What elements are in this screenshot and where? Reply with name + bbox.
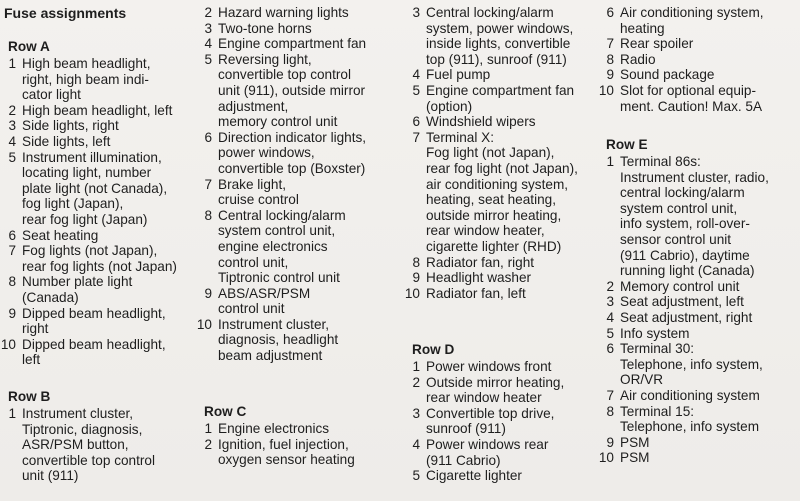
fuse-number: 4 xyxy=(412,67,420,83)
fuse-item xyxy=(404,437,600,468)
fuse-description: Terminal 15: Telephone, info system xyxy=(620,403,760,435)
fuse-number: 9 xyxy=(606,67,614,83)
fuse-description: Outside mirror heating, rear window heater xyxy=(426,374,565,406)
fuse-item xyxy=(0,103,195,119)
fuse-item xyxy=(598,326,798,342)
fuse-number: 4 xyxy=(8,133,16,149)
fuse-description: Instrument cluster, diagnosis, headlight beam adjustment xyxy=(218,316,339,364)
fuse-description: Windshield wipers xyxy=(426,114,536,130)
fuse-description: Air conditioning system, heating xyxy=(620,5,764,36)
fuse-item xyxy=(0,406,195,484)
fuse-description: Central locking/alarm system control unit, engine electronics control unit, Tiptronic control unit xyxy=(218,207,346,286)
fuse-item xyxy=(0,150,195,228)
fuse-description: Convertible top drive, sunroof (911) xyxy=(426,405,555,437)
row-e-section xyxy=(598,137,798,466)
fuse-number: 1 xyxy=(412,359,420,374)
fuse-description: Seat heating xyxy=(22,227,99,243)
fuse-number: 8 xyxy=(606,51,614,67)
fuse-description: High beam headlight, right, high beam indi- cator light xyxy=(22,56,151,103)
fuse-item xyxy=(598,388,798,404)
fuse-description: Engine electronics xyxy=(218,421,330,436)
fuse-number: 5 xyxy=(412,82,420,98)
fuse-number: 4 xyxy=(412,436,420,452)
fuse-item xyxy=(598,435,798,451)
fuse-number: 1 xyxy=(8,406,16,421)
fuse-number: 6 xyxy=(606,5,614,20)
fuse-description: Seat adjustment, left xyxy=(620,294,744,310)
fuse-item xyxy=(196,5,406,21)
row-a-section xyxy=(0,39,195,368)
row-c-continued xyxy=(404,5,600,301)
row-c-heading: Row C xyxy=(204,404,247,419)
fuse-description: Two-tone horns xyxy=(218,20,312,36)
fuse-item xyxy=(598,52,798,68)
fuse-item xyxy=(404,67,600,83)
fuse-description: Side lights, right xyxy=(22,118,119,134)
fuse-description: Cigarette lighter xyxy=(426,468,522,484)
fuse-number: 9 xyxy=(8,305,16,321)
fuse-description: Central locking/alarm system, power windows, inside lights, convertible top (911), sunroof (911) xyxy=(426,5,574,67)
fuse-item xyxy=(0,274,195,305)
fuse-description: Slot for optional equip- ment. Caution! Max. 5A xyxy=(620,82,763,114)
fuse-item xyxy=(196,130,406,177)
fuse-item xyxy=(404,5,600,67)
fuse-number: 10 xyxy=(598,450,614,466)
fuse-item xyxy=(0,337,195,368)
fuse-number: 8 xyxy=(412,254,420,270)
row-a-heading: Row A xyxy=(8,39,50,54)
fuse-number: 3 xyxy=(412,5,420,20)
fuse-item xyxy=(196,208,406,286)
fuse-item xyxy=(598,279,798,295)
fuse-description: Memory control unit xyxy=(620,278,740,294)
fuse-item xyxy=(0,306,195,337)
fuse-item xyxy=(404,255,600,271)
fuse-item xyxy=(404,130,600,255)
fuse-number: 6 xyxy=(204,129,212,145)
fuse-item xyxy=(196,36,406,52)
fuse-item xyxy=(196,286,406,317)
fuse-item xyxy=(598,450,798,466)
fuse-description: Reversing light, convertible top control unit (911), outside mirror adjustment, memory control unit xyxy=(218,51,366,130)
fuse-description: Engine compartment fan xyxy=(218,36,367,52)
fuse-description: ABS/ASR/PSM control unit xyxy=(218,285,311,317)
fuse-item xyxy=(404,359,600,375)
fuse-number: 7 xyxy=(8,243,16,259)
fuse-number: 3 xyxy=(412,405,420,421)
fuse-description: Terminal 30: Telephone, info system, OR/VR xyxy=(620,341,763,388)
fuse-description: Number plate light (Canada) xyxy=(22,274,133,305)
fuse-number: 8 xyxy=(204,207,212,223)
fuse-number: 1 xyxy=(204,421,212,436)
fuse-description: Terminal 86s: Instrument cluster, radio, central locking/alarm system control unit, info system, roll-over- sensor control unit (911 Cabrio), daytime running light (Canada) xyxy=(620,154,769,279)
fuse-number: 7 xyxy=(606,36,614,52)
fuse-description: Dipped beam headlight, right xyxy=(22,305,166,337)
fuse-description: Air conditioning system xyxy=(620,387,760,403)
fuse-number: 1 xyxy=(8,56,16,71)
fuse-item xyxy=(404,468,600,484)
fuse-number: 8 xyxy=(606,403,614,419)
fuse-number: 7 xyxy=(412,129,420,145)
page-title: Fuse assignments xyxy=(4,5,127,21)
fuse-number: 9 xyxy=(606,434,614,450)
fuse-item xyxy=(404,114,600,130)
fuse-item xyxy=(0,228,195,244)
fuse-item xyxy=(196,437,406,468)
fuse-number: 7 xyxy=(606,387,614,403)
fuse-item xyxy=(196,21,406,37)
fuse-description: Radio xyxy=(620,51,656,67)
fuse-number: 9 xyxy=(204,285,212,301)
fuse-description: Hazard warning lights xyxy=(218,5,349,20)
fuse-number: 3 xyxy=(606,294,614,310)
fuse-number: 6 xyxy=(606,341,614,357)
fuse-description: Ignition, fuel injection, oxygen sensor heating xyxy=(218,436,355,468)
fuse-item xyxy=(598,154,798,279)
fuse-number: 5 xyxy=(204,51,212,67)
fuse-description: Rear spoiler xyxy=(620,36,694,52)
fuse-item xyxy=(196,317,406,364)
fuse-description: Seat adjustment, right xyxy=(620,309,753,325)
fuse-number: 3 xyxy=(204,20,212,36)
row-b-section xyxy=(0,389,195,484)
fuse-item xyxy=(196,177,406,208)
fuse-number: 8 xyxy=(8,274,16,290)
fuse-item xyxy=(0,134,195,150)
fuse-item xyxy=(598,5,798,36)
fuse-number: 2 xyxy=(204,5,212,20)
fuse-number: 10 xyxy=(0,336,16,352)
fuse-description: Fog lights (not Japan), rear fog lights (not Japan) xyxy=(22,243,177,274)
fuse-item xyxy=(598,294,798,310)
fuse-description: Direction indicator lights, power windows, convertible top (Boxster) xyxy=(218,129,367,176)
fuse-number: 1 xyxy=(606,154,614,169)
fuse-number: 10 xyxy=(196,316,212,332)
fuse-number: 4 xyxy=(606,309,614,325)
fuse-item xyxy=(404,286,600,302)
fuse-description: Info system xyxy=(620,325,690,341)
fuse-number: 7 xyxy=(204,176,212,192)
fuse-number: 5 xyxy=(606,325,614,341)
fuse-item xyxy=(196,421,406,437)
fuse-item xyxy=(196,52,406,130)
fuse-item xyxy=(0,118,195,134)
fuse-number: 10 xyxy=(598,82,614,98)
fuse-item xyxy=(598,83,798,114)
fuse-item xyxy=(598,404,798,435)
fuse-number: 2 xyxy=(204,436,212,452)
fuse-number: 2 xyxy=(8,102,16,118)
fuse-description: Dipped beam headlight, left xyxy=(22,336,166,368)
row-d-continued xyxy=(598,5,798,114)
fuse-item xyxy=(598,341,798,388)
fuse-description: Sound package xyxy=(620,67,715,83)
fuse-description: Terminal X: Fog light (not Japan), rear fog light (not Japan), air conditioning system, heating, seat heating, outside mirror heating, rear window heater, cigarette lighter (RHD) xyxy=(426,129,578,254)
fuse-number: 6 xyxy=(412,114,420,130)
fuse-number: 4 xyxy=(204,36,212,52)
fuse-item xyxy=(404,406,600,437)
fuse-number: 2 xyxy=(412,374,420,390)
fuse-description: Fuel pump xyxy=(426,67,491,83)
row-b-heading: Row B xyxy=(8,389,51,404)
fuse-number: 5 xyxy=(412,468,420,484)
fuse-description: PSM xyxy=(620,434,650,450)
fuse-item xyxy=(404,270,600,286)
fuse-item xyxy=(598,36,798,52)
row-c-section xyxy=(196,404,406,468)
row-d-section xyxy=(404,342,600,484)
row-e-heading: Row E xyxy=(606,137,648,152)
fuse-number: 3 xyxy=(8,118,16,134)
fuse-description: Instrument illumination, locating light, number plate light (not Canada), fog light (Japan), rear fog light (Japan) xyxy=(22,149,168,227)
fuse-number: 6 xyxy=(8,227,16,243)
fuse-number: 10 xyxy=(404,285,420,301)
fuse-description: Side lights, left xyxy=(22,133,111,149)
fuse-item xyxy=(0,56,195,103)
fuse-number: 2 xyxy=(606,278,614,294)
fuse-item xyxy=(404,83,600,114)
fuse-description: Radiator fan, right xyxy=(426,254,535,270)
fuse-description: High beam headlight, left xyxy=(22,102,173,118)
fuse-number: 9 xyxy=(412,270,420,286)
row-d-heading: Row D xyxy=(412,342,455,357)
row-b-continued xyxy=(196,5,406,364)
fuse-description: PSM xyxy=(620,450,650,466)
fuse-item xyxy=(0,243,195,274)
fuse-description: Power windows rear (911 Cabrio) xyxy=(426,436,549,468)
fuse-description: Radiator fan, left xyxy=(426,285,526,301)
fuse-item xyxy=(404,375,600,406)
fuse-description: Power windows front xyxy=(426,359,552,374)
fuse-item xyxy=(598,67,798,83)
fuse-item xyxy=(598,310,798,326)
fuse-description: Engine compartment fan (option) xyxy=(426,82,575,114)
fuse-number: 5 xyxy=(8,149,16,165)
fuse-description: Instrument cluster, Tiptronic, diagnosis, ASR/PSM button, convertible top control unit (911) xyxy=(22,406,155,484)
fuse-description: Brake light, cruise control xyxy=(218,176,299,208)
fuse-description: Headlight washer xyxy=(426,270,532,286)
